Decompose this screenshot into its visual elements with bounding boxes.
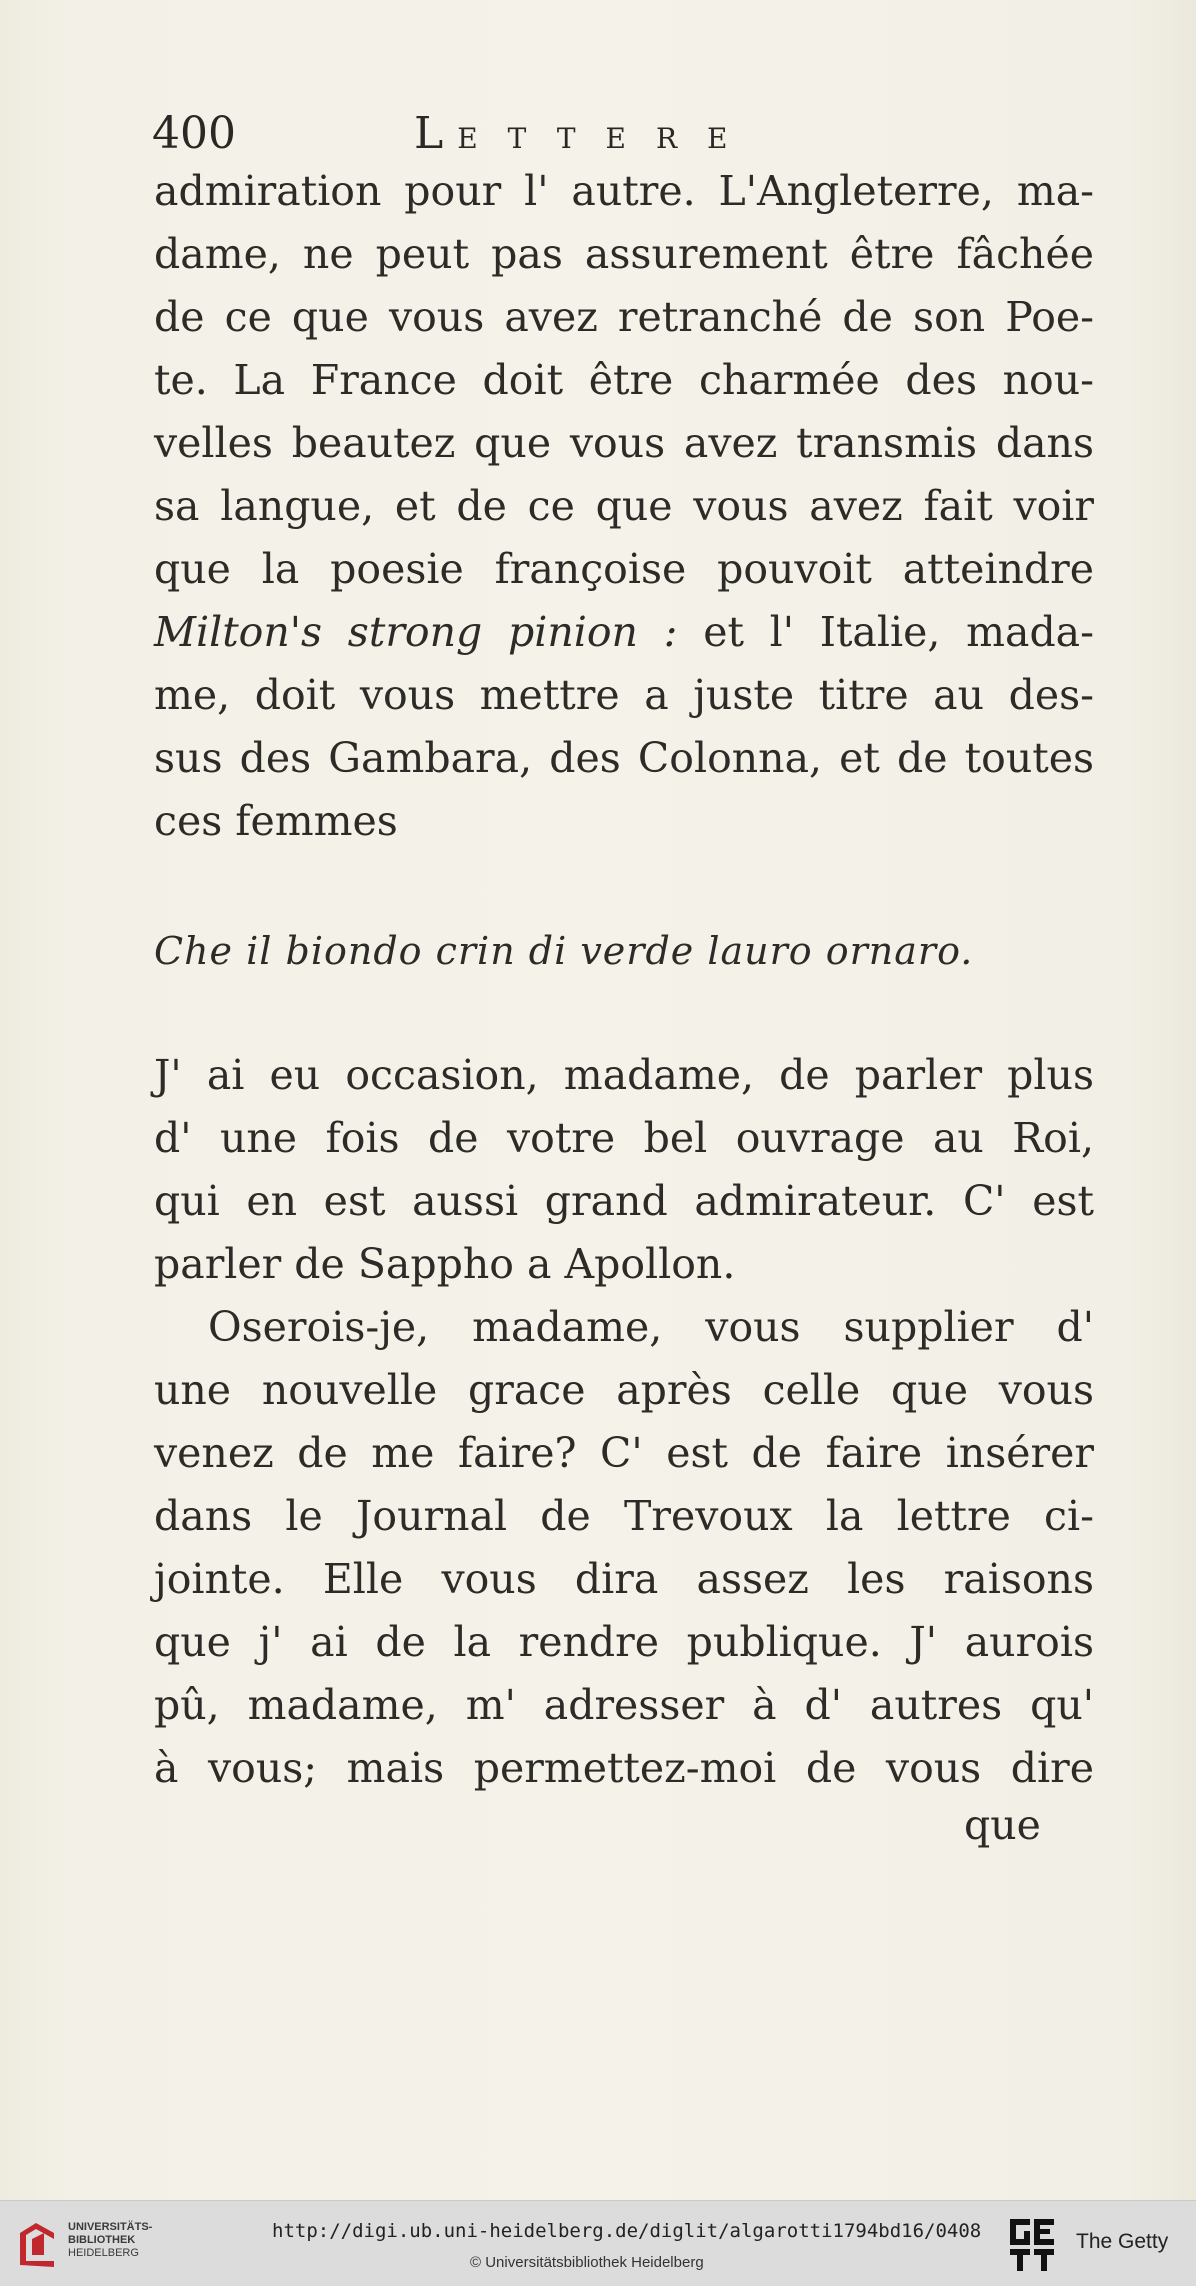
library-name: UNIVERSITÄTS- BIBLIOTHEK HEIDELBERG bbox=[68, 2221, 153, 2259]
verse-quote: Che il biondo crin di verde lauro ornaro. bbox=[154, 929, 974, 973]
milton-line-rest: et l' Italie, mada- bbox=[703, 608, 1094, 656]
text-line: que j' ai de la rendre publique. J' aurois bbox=[154, 1618, 1094, 1666]
getty-logo-icon[interactable] bbox=[1006, 2215, 1058, 2275]
text-line: dame, ne peut pas assurement être fâchée bbox=[154, 230, 1094, 278]
page-header bbox=[152, 104, 872, 164]
text-line: d' une fois de votre bel ouvrage au Roi, bbox=[154, 1114, 1094, 1162]
text-line: venez de me faire? C' est de faire insérer bbox=[154, 1429, 1094, 1477]
text-line: parler de Sappho a Apollon. bbox=[154, 1240, 736, 1288]
text-line: dans le Journal de Trevoux la lettre ci- bbox=[154, 1492, 1094, 1540]
text-line: ces femmes bbox=[154, 797, 398, 845]
text-line: sus des Gambara, des Colonna, et de toutes bbox=[154, 734, 1094, 782]
text-line: te. La France doit être charmée des nou- bbox=[154, 356, 1094, 404]
text-line: admiration pour l' autre. L'Angleterre, ma- bbox=[154, 167, 1094, 215]
copyright-notice: © Universitätsbibliothek Heidelberg bbox=[470, 2254, 704, 2271]
text-line: jointe. Elle vous dira assez les raisons bbox=[154, 1555, 1094, 1603]
page-number: 400 bbox=[152, 108, 236, 159]
getty-name: The Getty bbox=[1076, 2230, 1169, 2253]
text-line: Oserois-je, madame, vous supplier d' bbox=[208, 1303, 1094, 1351]
text-line: qui en est aussi grand admirateur. C' est bbox=[154, 1177, 1094, 1225]
text-line: sa langue, et de ce que vous avez fait voir bbox=[154, 482, 1094, 530]
milton-quote: Milton's strong pinion : bbox=[154, 608, 678, 656]
running-title-rest: ETTERE bbox=[457, 122, 758, 155]
catchword: que bbox=[964, 1801, 1041, 1849]
text-line: J' ai eu occasion, madame, de parler plus bbox=[154, 1051, 1094, 1099]
viewer-footer bbox=[0, 2200, 1196, 2286]
text-line-milton bbox=[154, 601, 1094, 664]
permalink-url[interactable]: http://digi.ub.uni-heidelberg.de/diglit/algarotti1794bd16/0408 bbox=[272, 2220, 982, 2242]
ub-heidelberg-logo-icon[interactable] bbox=[14, 2219, 60, 2271]
text-line: une nouvelle grace après celle que vous bbox=[154, 1366, 1094, 1414]
text-line: de ce que vous avez retranché de son Poe- bbox=[154, 293, 1094, 341]
text-line: pû, madame, m' adresser à d' autres qu' bbox=[154, 1681, 1094, 1729]
text-line: à vous; mais permettez-moi de vous dire bbox=[154, 1744, 1094, 1792]
running-title-initial: L bbox=[414, 108, 444, 159]
text-line: que la poesie françoise pouvoit atteindre bbox=[154, 545, 1094, 593]
text-line: velles beautez que vous avez transmis dans bbox=[154, 419, 1094, 467]
text-line: me, doit vous mettre a juste titre au des- bbox=[154, 671, 1094, 719]
